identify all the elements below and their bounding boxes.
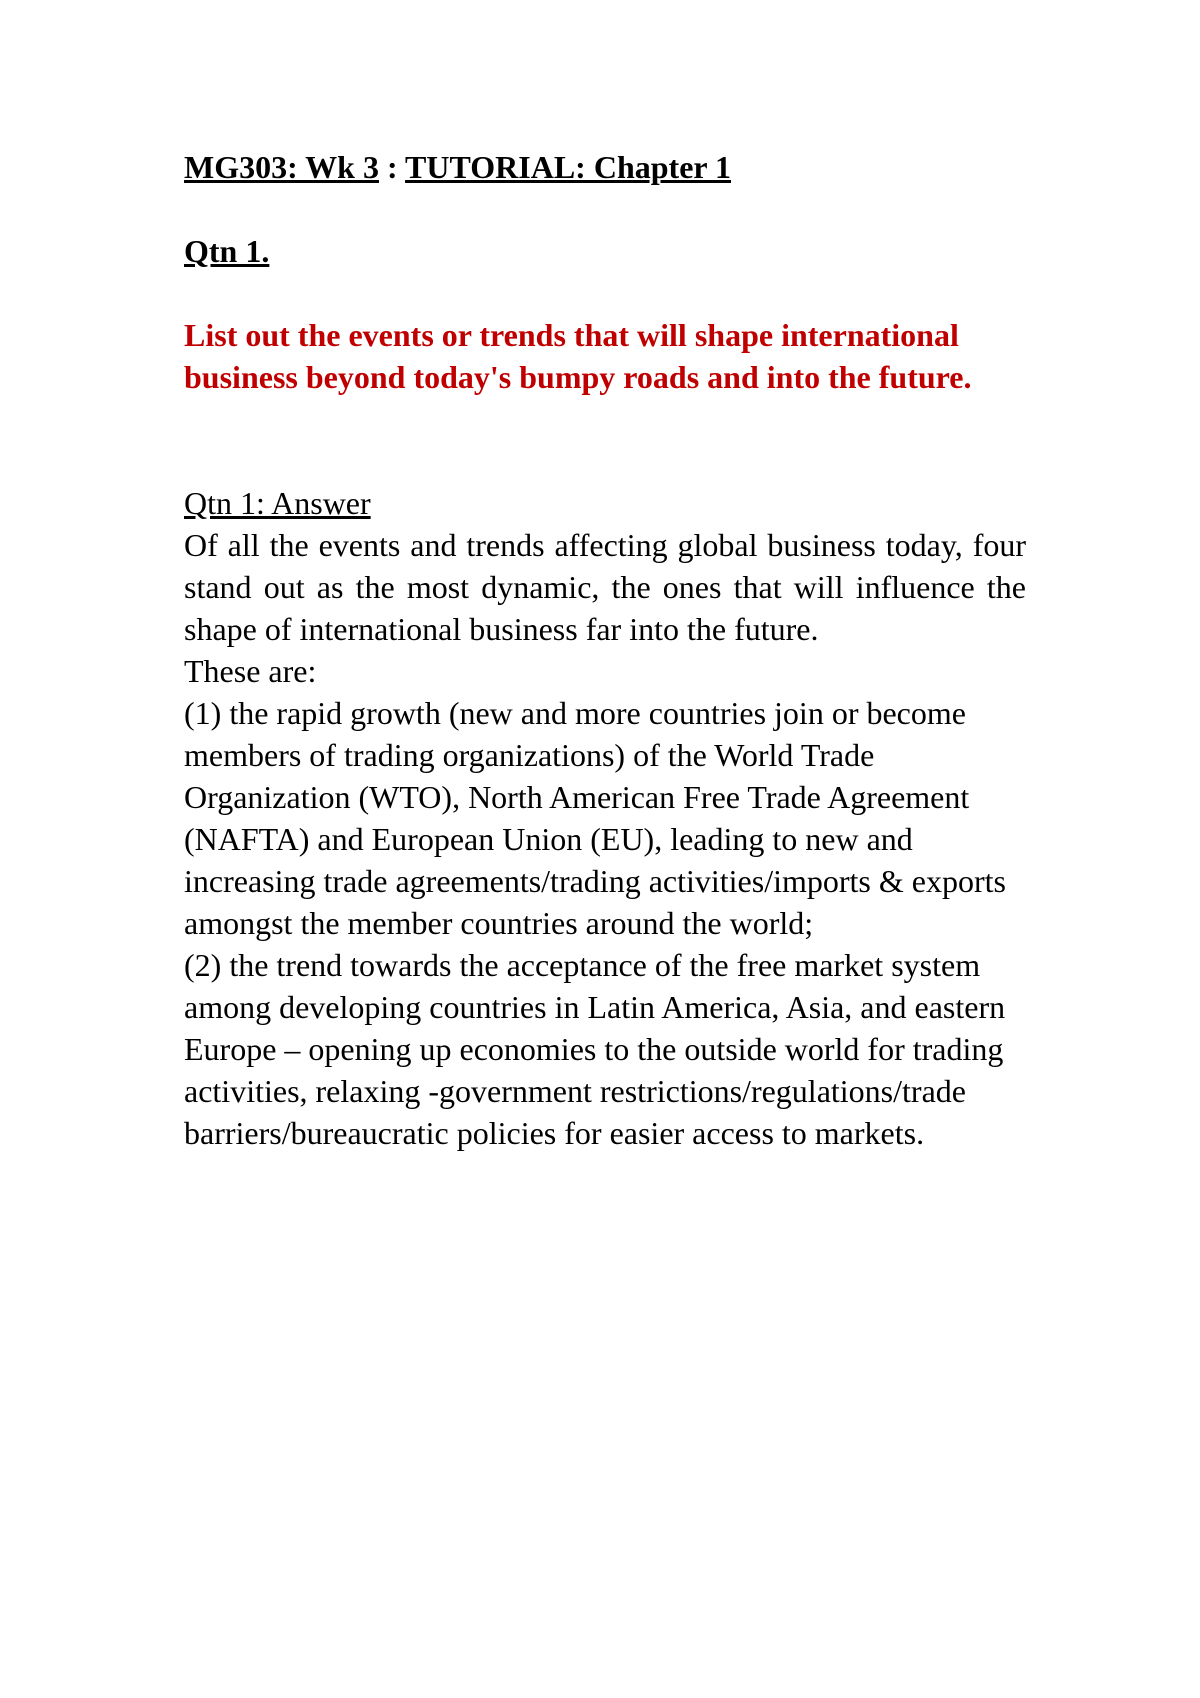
document-title — [184, 146, 1026, 188]
answer-item-2: (2) the trend towards the acceptance of the free market system among developing countries in Latin America, Asia, and eastern Europe – opening up economies to the outside world for trading activities, relaxing -government restrictions/regulations/trade barriers/bureaucratic policies for easier access to markets. — [184, 947, 1006, 1151]
answer-label: Qtn 1: Answer — [184, 485, 371, 521]
title-separator: : — [378, 149, 406, 185]
title-course-week: MG303: Wk 3 — [184, 149, 379, 185]
question-label: Qtn 1. — [184, 233, 270, 269]
answer-item-1: (1) the rapid growth (new and more countries join or become members of trading organizations) of the World Trade Organization (WTO), North American Free Trade Agreement (NAFTA) and European Union (EU), leading to new and increasing trade agreements/trading activities/imports & exports amongst the member countries around the world; — [184, 695, 1006, 941]
title-tutorial-chapter: TUTORIAL: Chapter 1 — [405, 149, 732, 185]
question-text: List out the events or trends that will shape international business beyond today's bumpy roads and into the future. — [184, 317, 972, 395]
document-content — [184, 146, 1026, 1154]
answer-intro: Of all the events and trends affecting global business today, four stand out as the most dynamic, the ones that will influence the shape of international business far into the future. — [184, 527, 1026, 647]
answer-these-are: These are: — [184, 653, 317, 689]
